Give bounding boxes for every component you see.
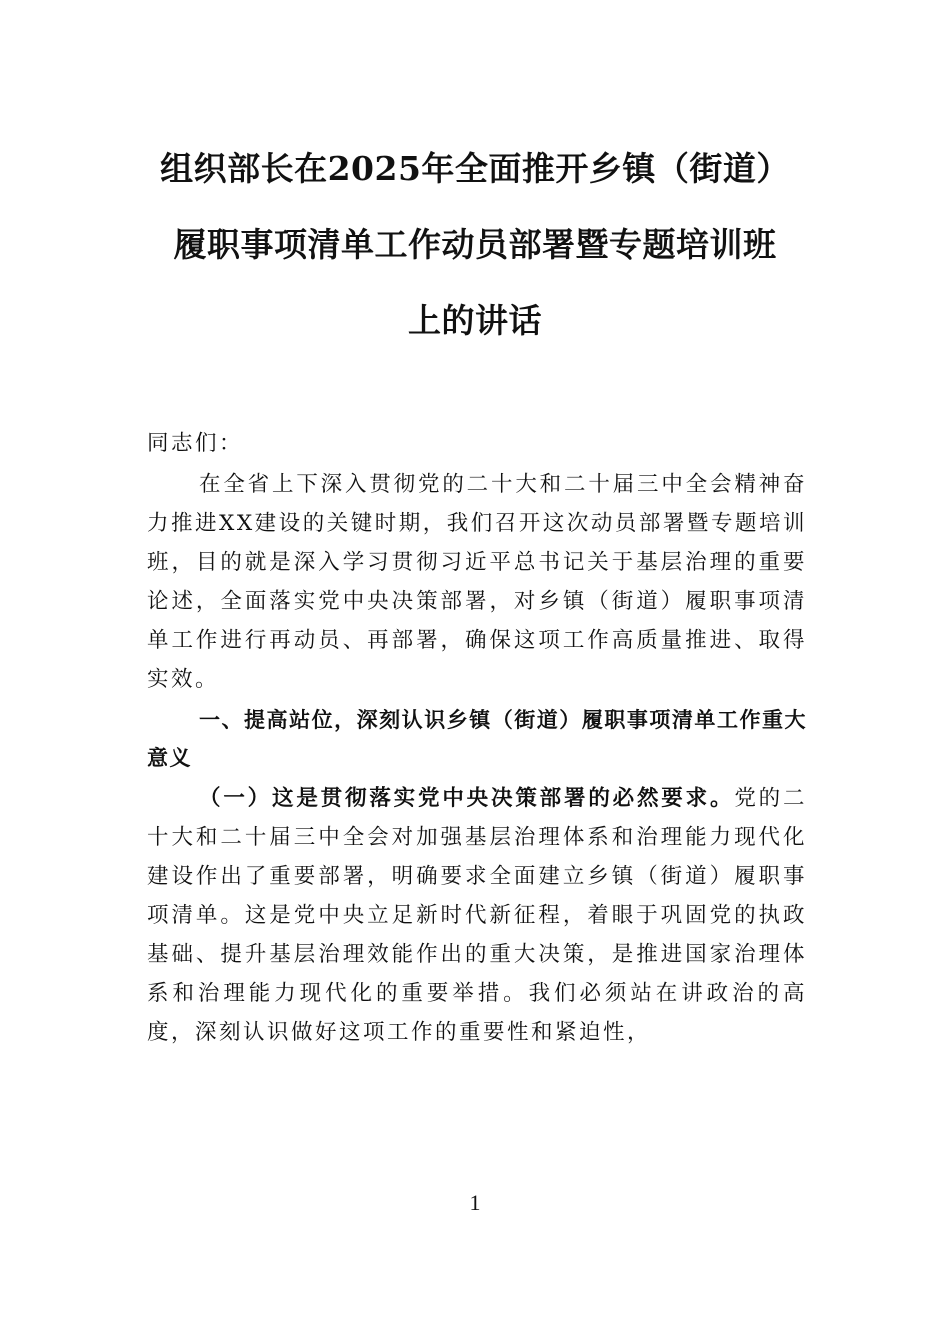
title-line-2: 履职事项清单工作动员部署暨专题培训班 <box>173 225 777 264</box>
page-number: 1 <box>469 1190 481 1215</box>
title-line-3: 上的讲话 <box>408 301 542 340</box>
section-1-heading: 一、提高站位，深刻认识乡镇（街道）履职事项清单工作重大意义 <box>147 708 807 770</box>
document-body <box>147 424 807 1054</box>
intro-paragraph: 在全省上下深入贯彻党的二十大和二十届三中全会精神奋力推进XX建设的关键时期，我们召开这次动员部署暨专题培训班，目的就是深入学习贯彻习近平总书记关于基层治理的重要论述，全面落实党中央决策部署，对乡镇（街道）履职事项清单工作进行再动员、再部署，确保这项工作高质量推进、取得实效。 <box>147 472 807 692</box>
subsection-1-heading: （一）这是贯彻落实党中央决策部署的必然要求。 <box>199 786 735 811</box>
document-title <box>140 150 810 378</box>
salutation: 同志们： <box>147 431 244 456</box>
subsection-1-text: 党的二十大和二十届三中全会对加强基层治理体系和治理能力现代化建设作出了重要部署，明确要求全面建立乡镇（街道）履职事项清单。这是党中央立足新时代新征程，着眼于巩固党的执政基础、提升基层治理效能作出的重大决策，是推进国家治理体系和治理能力现代化的重要举措。我们必须站在讲政治的高度，深刻认识做好这项工作的重要性和紧迫性， <box>147 786 807 1045</box>
subsection-1-paragraph <box>147 779 807 1052</box>
title-line-1: 组织部长在2025年全面推开乡镇（街道） <box>160 149 790 188</box>
